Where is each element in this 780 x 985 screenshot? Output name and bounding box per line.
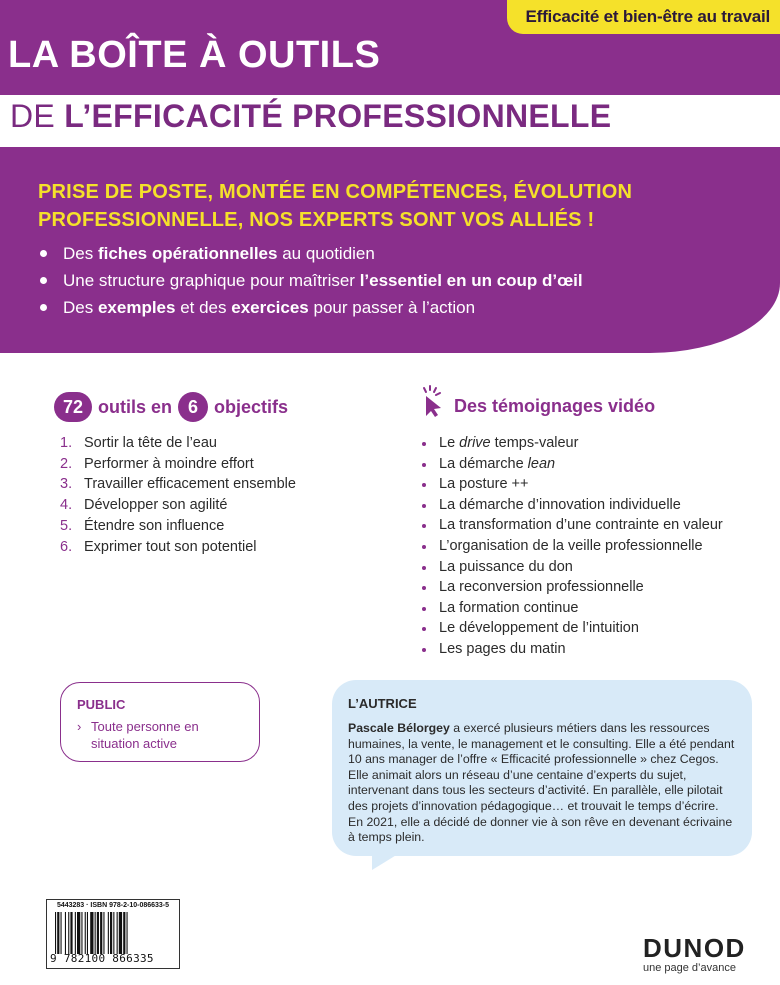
- public-title: PUBLIC: [77, 697, 126, 712]
- barcode-bar: [95, 912, 96, 954]
- video-item: Le développement de l’intuition: [422, 618, 723, 639]
- author-name: Pascale Bélorgey: [348, 721, 450, 735]
- title-line-1: LA BOÎTE À OUTILS: [8, 34, 381, 76]
- publisher-name: DUNOD: [643, 933, 746, 963]
- barcode-bar: [65, 912, 66, 954]
- barcode-bar: [90, 912, 93, 954]
- publisher-logo: [643, 933, 746, 974]
- promo-item: Une structure graphique pour maîtriser l’essentiel en un coup d’œil: [38, 267, 583, 294]
- public-item: › Toute personne en situation active: [77, 718, 243, 752]
- title-main: L’EFFICACITÉ PROFESSIONNELLE: [64, 98, 612, 134]
- promo-item: Des fiches opérationnelles au quotidien: [38, 240, 583, 267]
- objectives-list: [60, 433, 296, 557]
- title-prefix: DE: [10, 98, 56, 134]
- objective-item: 4. Développer son agilité: [60, 497, 228, 514]
- objective-item: 3. Travailler efficacement ensemble: [60, 476, 296, 493]
- author-title: L’AUTRICE: [348, 696, 417, 711]
- video-item: La transformation d’une contrainte en valeur: [422, 515, 723, 536]
- barcode-bar: [61, 912, 62, 954]
- barcode-bar: [77, 912, 80, 954]
- promo-list: [38, 240, 583, 321]
- barcode-bar: [110, 912, 112, 954]
- video-list: [422, 433, 723, 660]
- isbn-label: 5443283 · ISBN 978-2-10-086633-5: [56, 902, 170, 909]
- barcode-bar: [81, 912, 82, 954]
- video-item: La reconversion professionnelle: [422, 577, 723, 598]
- barcode-bar: [75, 912, 76, 954]
- objective-item: 2. Performer à moindre effort: [60, 455, 254, 472]
- objective-item: 5. Étendre son influence: [60, 517, 225, 534]
- publisher-tagline: une page d’avance: [643, 962, 736, 974]
- barcode-bar: [123, 912, 125, 954]
- barcode-bars: [55, 912, 173, 954]
- video-item: La formation continue: [422, 598, 723, 619]
- video-item: L’organisation de la veille professionnelle: [422, 536, 723, 557]
- video-item: La puissance du don: [422, 557, 723, 578]
- barcode-bar: [97, 912, 99, 954]
- public-box: [60, 682, 260, 762]
- promo-headline: PRISE DE POSTE, MONTÉE EN COMPÉTENCES, ÉVOLUTION PROFESSIONNELLE, NOS EXPERTS SONT VOS ALLIÉS !: [38, 181, 633, 231]
- barcode-bar: [117, 912, 118, 954]
- barcode-bar: [100, 912, 102, 954]
- barcode-bar: [70, 912, 72, 954]
- tools-end-text: objectifs: [214, 396, 289, 417]
- promo-item: Des exemples et des exercices pour passer à l’action: [38, 294, 583, 321]
- objective-item: 6. Exprimer tout son potentiel: [60, 538, 257, 555]
- barcode-bar: [113, 912, 114, 954]
- barcode-bar: [127, 912, 128, 954]
- author-bio: Pascale Bélorgey a exercé plusieurs métiers dans les ressources humaines, la vente, le management et le consulting. Elle a été pendant 10 ans manager de l’offre « Efficacité professionnelle » chez Cegos. Elle animait alors un réseau d’une centaine d’experts du sujet, intervenant dans tous les secteurs d’activité. En parallèle, elle pilotait des projets d’innovation pédagogique… et trouvait le temps d’écrire. En 2021, elle a décidé de donner vie à son rêve en devenant écrivaine à temps plein.: [348, 721, 735, 845]
- barcode-bar: [108, 912, 109, 954]
- barcode-bar: [85, 912, 86, 954]
- series-tag: Efficacité et bien-être au travail: [507, 0, 780, 34]
- video-item: Les pages du matin: [422, 639, 723, 660]
- title-line-2: [10, 98, 611, 135]
- objectives-count-badge: 6: [178, 392, 208, 422]
- video-item: Le drive temps-valeur: [422, 433, 723, 454]
- video-title: Des témoignages vidéo: [454, 395, 656, 416]
- barcode-bar: [119, 912, 122, 954]
- barcode-bar: [87, 912, 88, 954]
- barcode-bar: [55, 912, 56, 954]
- video-heading: [416, 384, 655, 418]
- tools-mid-text: outils en: [98, 396, 173, 417]
- cursor-click-icon: [416, 384, 446, 418]
- video-item: La démarche d’innovation individuelle: [422, 495, 723, 516]
- objective-item: 1. Sortir la tête de l’eau: [60, 435, 217, 451]
- barcode-digits: 9 782100 866335: [50, 952, 154, 965]
- tools-count-badge: 72: [54, 392, 92, 422]
- video-item: La démarche lean: [422, 454, 723, 475]
- video-item: La posture ++: [422, 474, 723, 495]
- barcode-bar: [57, 912, 59, 954]
- barcode: [46, 899, 180, 969]
- barcode-bar: [103, 912, 104, 954]
- author-bubble: [332, 680, 752, 856]
- tools-heading: [54, 392, 288, 422]
- barcode-bar: [68, 912, 69, 954]
